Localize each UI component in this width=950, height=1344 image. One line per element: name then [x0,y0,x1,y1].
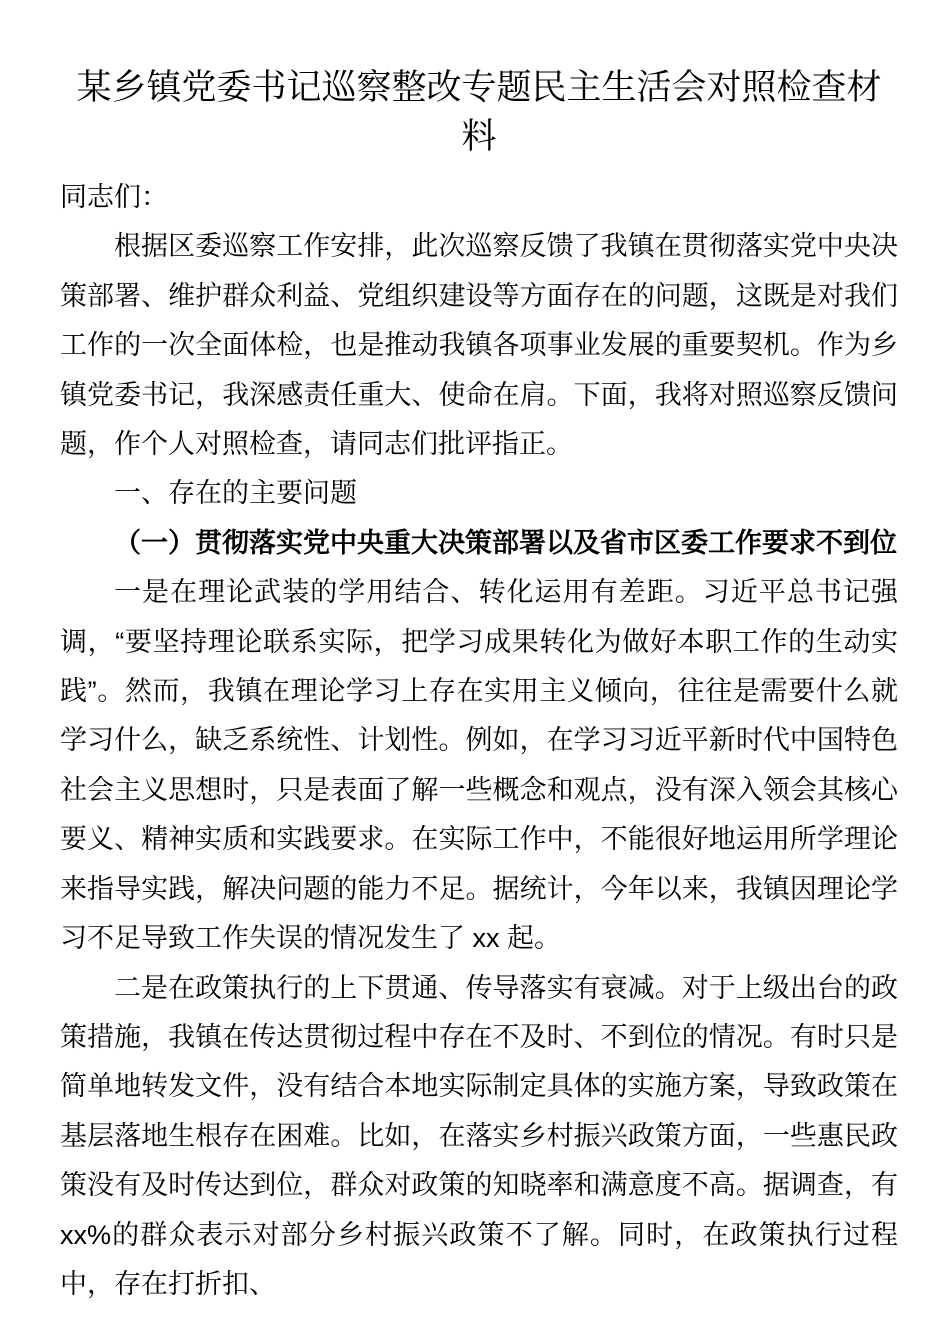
paragraph-point2-policy: 二是在政策执行的上下贯通、传导落实有衰减。对于上级出台的政策措施，我镇在传达贯彻过程中存在不及时、不到位的情况。有时只是简单地转发文件，没有结合本地实际制定具体的实施方案，导致政策在基层落地生根存在困难。比如，在落实乡村振兴政策方面，一些惠民政策没有及时传达到位，群众对政策的知晓率和满意度不高。据调查，有 xx%的群众表示对部分乡村振兴政策不了解。同时，在政策执行过程中，存在打折扣、 [60,972,898,1299]
section-heading-main-problems: 一、存在的主要问题 [114,478,357,509]
paragraph-point1-theory: 一是在理论武装的学用结合、转化运用有差距。习近平总书记强调，“要坚持理论联系实际，把学习成果转化为做好本职工作的生动实践”。然而，我镇在理论学习上存在实用主义倾向，往往是需要什么就学习什么，缺乏系统性、计划性。例如，在学习习近平新时代中国特色社会主义思想时，只是表面了解一些概念和观点，没有深入领会其核心要义、精神实质和实践要求。在实际工作中，不能很好地运用所学理论来指导实践，解决问题的能力不足。据统计，今年以来，我镇因理论学习不足导致工作失误的情况发生了 xx 起。 [60,577,898,954]
document-content [0,63,950,1309]
document-title: 某乡镇党委书记巡察整改专题民主生活会对照检查材料 [76,68,882,156]
salutation: 同志们： [60,182,168,212]
paragraph-intro: 根据区委巡察工作安排，此次巡察反馈了我镇在贯彻落实党中央决策部署、维护群众利益、党组织建设等方面存在的问题，这既是对我们工作的一次全面体检，也是推动我镇各项事业发展的重要契机。作为乡镇党委书记，我深感责任重大、使命在肩。下面，我将对照巡察反馈问题，作个人对照检查，请同志们批评指正。 [60,231,898,460]
subsection-heading-implementation-gap: （一）贯彻落实党中央重大决策部署以及省市区委工作要求不到位 [114,527,897,558]
